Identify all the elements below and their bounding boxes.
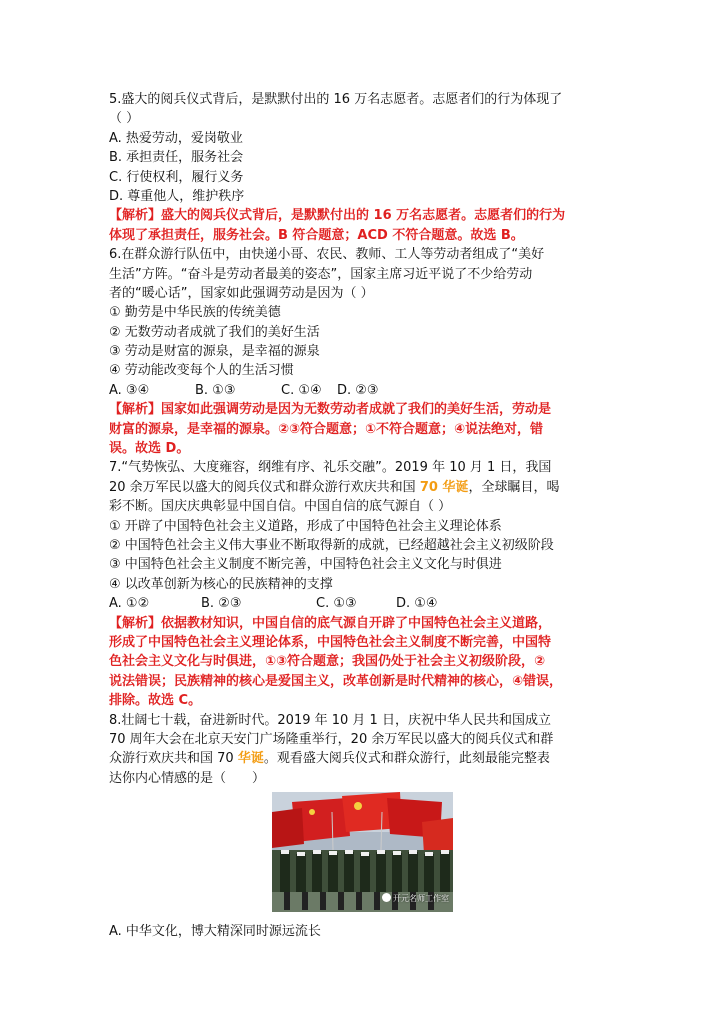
answer-analysis: 【解析】盛大的阅兵仪式背后，是默默付出的 16 万名志愿者。志愿者们的行为 — [109, 208, 566, 224]
stem-text: ，全球瞩目，喝 — [468, 479, 560, 495]
answer-analysis: 【解析】依据教材知识，中国自信的底气源自开辟了中国特色社会主义道路， — [109, 615, 552, 631]
question-stem — [109, 749, 627, 768]
option-d: D. ①④ — [396, 596, 438, 612]
stem-text: 。观看盛大阅兵仪式和群众游行，此刻最能完整表 — [263, 751, 550, 767]
statement-item: ② 中国特色社会主义伟大事业不断取得新的成就，已经超越社会主义初级阶段 — [109, 537, 554, 553]
option-a: A. ③④ — [109, 382, 150, 398]
statement-item: ③ 中国特色社会主义制度不断完善，中国特色社会主义文化与时俱进 — [109, 557, 502, 573]
question-stem: 彩不断。国庆庆典彰显中国自信。中国自信的底气源自（ ） — [109, 499, 452, 515]
question-stem: 生活”方阵。“奋斗是劳动者最美的姿态”，国家主席习近平说了不少给劳动 — [109, 266, 533, 282]
option-a: A. 热爱劳动，爱岗敬业 — [109, 130, 243, 146]
option-c: C. 行使权利，履行义务 — [109, 169, 244, 185]
highlight-text: 华诞 — [237, 751, 264, 767]
question-stem: 者的“暖心话”，国家如此强调劳动是因为（ ） — [109, 285, 374, 301]
option-b: B. ①③ — [195, 382, 236, 398]
answer-analysis: 色社会主义文化与时俱进，①③符合题意；我国仍处于社会主义初级阶段，② — [109, 654, 546, 670]
stem-text: 众游行欢庆共和国 70 — [109, 751, 238, 767]
question-5 — [109, 90, 627, 245]
question-stem: 7.“气势恢弘、大度雍容，纲维有序、礼乐交融”。2019 年 10 月 1 日，我国 — [109, 460, 552, 476]
wechat-icon — [382, 893, 391, 902]
statement-item: ② 无数劳动者成就了我们的美好生活 — [109, 324, 320, 340]
option-c: C. ①④ — [281, 382, 322, 398]
statement-item: ④ 劳动能改变每个人的生活习惯 — [109, 363, 294, 379]
option-a: A. ①② — [109, 596, 150, 612]
question-stem: 8.壮阔七十载，奋进新时代。2019 年 10 月 1 日，庆祝中华人民共和国成立 — [109, 712, 551, 728]
option-d: D. 尊重他人，维护秩序 — [109, 188, 245, 204]
question-stem: 5.盛大的阅兵仪式背后，是默默付出的 16 万名志愿者。志愿者们的行为体现了 — [109, 92, 563, 107]
option-c: C. ①③ — [316, 596, 357, 612]
parade-photo — [272, 792, 453, 912]
option-a: A. 中华文化，博大精深同时源远流长 — [109, 924, 321, 940]
question-8 — [109, 711, 627, 942]
question-stem: （ ） — [109, 111, 140, 127]
option-b: B. ②③ — [201, 596, 242, 612]
question-stem: 70 周年大会在北京天安门广场隆重举行，20 余万军民以盛大的阅兵仪式和群 — [109, 731, 554, 747]
option-b: B. 承担责任，服务社会 — [109, 150, 244, 166]
statement-item: ③ 劳动是财富的源泉，是幸福的源泉 — [109, 344, 320, 360]
answer-analysis: 误。故选 D。 — [109, 441, 190, 457]
answer-analysis: 说法错误；民族精神的核心是爱国主义，改革创新是时代精神的核心，④错误， — [109, 673, 563, 689]
answer-analysis: 形成了中国特色社会主义理论体系，中国特色社会主义制度不断完善，中国特 — [109, 634, 552, 650]
watermark-text: 开元名师工作室 — [393, 893, 449, 903]
statement-item: ① 开辟了中国特色社会主义道路，形成了中国特色社会主义理论体系 — [109, 518, 502, 534]
statement-item: ④ 以改革创新为核心的民族精神的支撑 — [109, 576, 333, 592]
answer-analysis: 体现了承担责任，服务社会。B 符合题意；ACD 不符合题意。故选 B。 — [109, 227, 524, 243]
option-d: D. ②③ — [337, 382, 379, 398]
answer-analysis: 【解析】国家如此强调劳动是因为无数劳动者成就了我们的美好生活，劳动是 — [109, 402, 552, 418]
statement-item: ① 勤劳是中华民族的传统美德 — [109, 305, 281, 321]
question-stem — [109, 478, 627, 497]
question-6 — [109, 245, 627, 458]
highlight-text: 70 华诞 — [419, 479, 469, 495]
stem-text: 20 余万军民以盛大的阅兵仪式和群众游行欢庆共和国 — [109, 479, 420, 495]
options-row — [109, 381, 627, 400]
image-watermark — [382, 889, 449, 908]
document-content — [109, 90, 627, 941]
question-stem: 达你内心情感的是（ ） — [109, 770, 266, 786]
answer-analysis: 排除。故选 C。 — [109, 693, 202, 709]
options-row — [109, 594, 627, 613]
question-stem: 6.在群众游行队伍中，由快递小哥、农民、教师、工人等劳动者组成了“美好 — [109, 247, 545, 263]
answer-analysis: 财富的源泉，是幸福的源泉。②③符合题意；①不符合题意；④说法绝对，错 — [109, 421, 544, 437]
image-container — [109, 792, 627, 916]
question-7 — [109, 458, 627, 710]
